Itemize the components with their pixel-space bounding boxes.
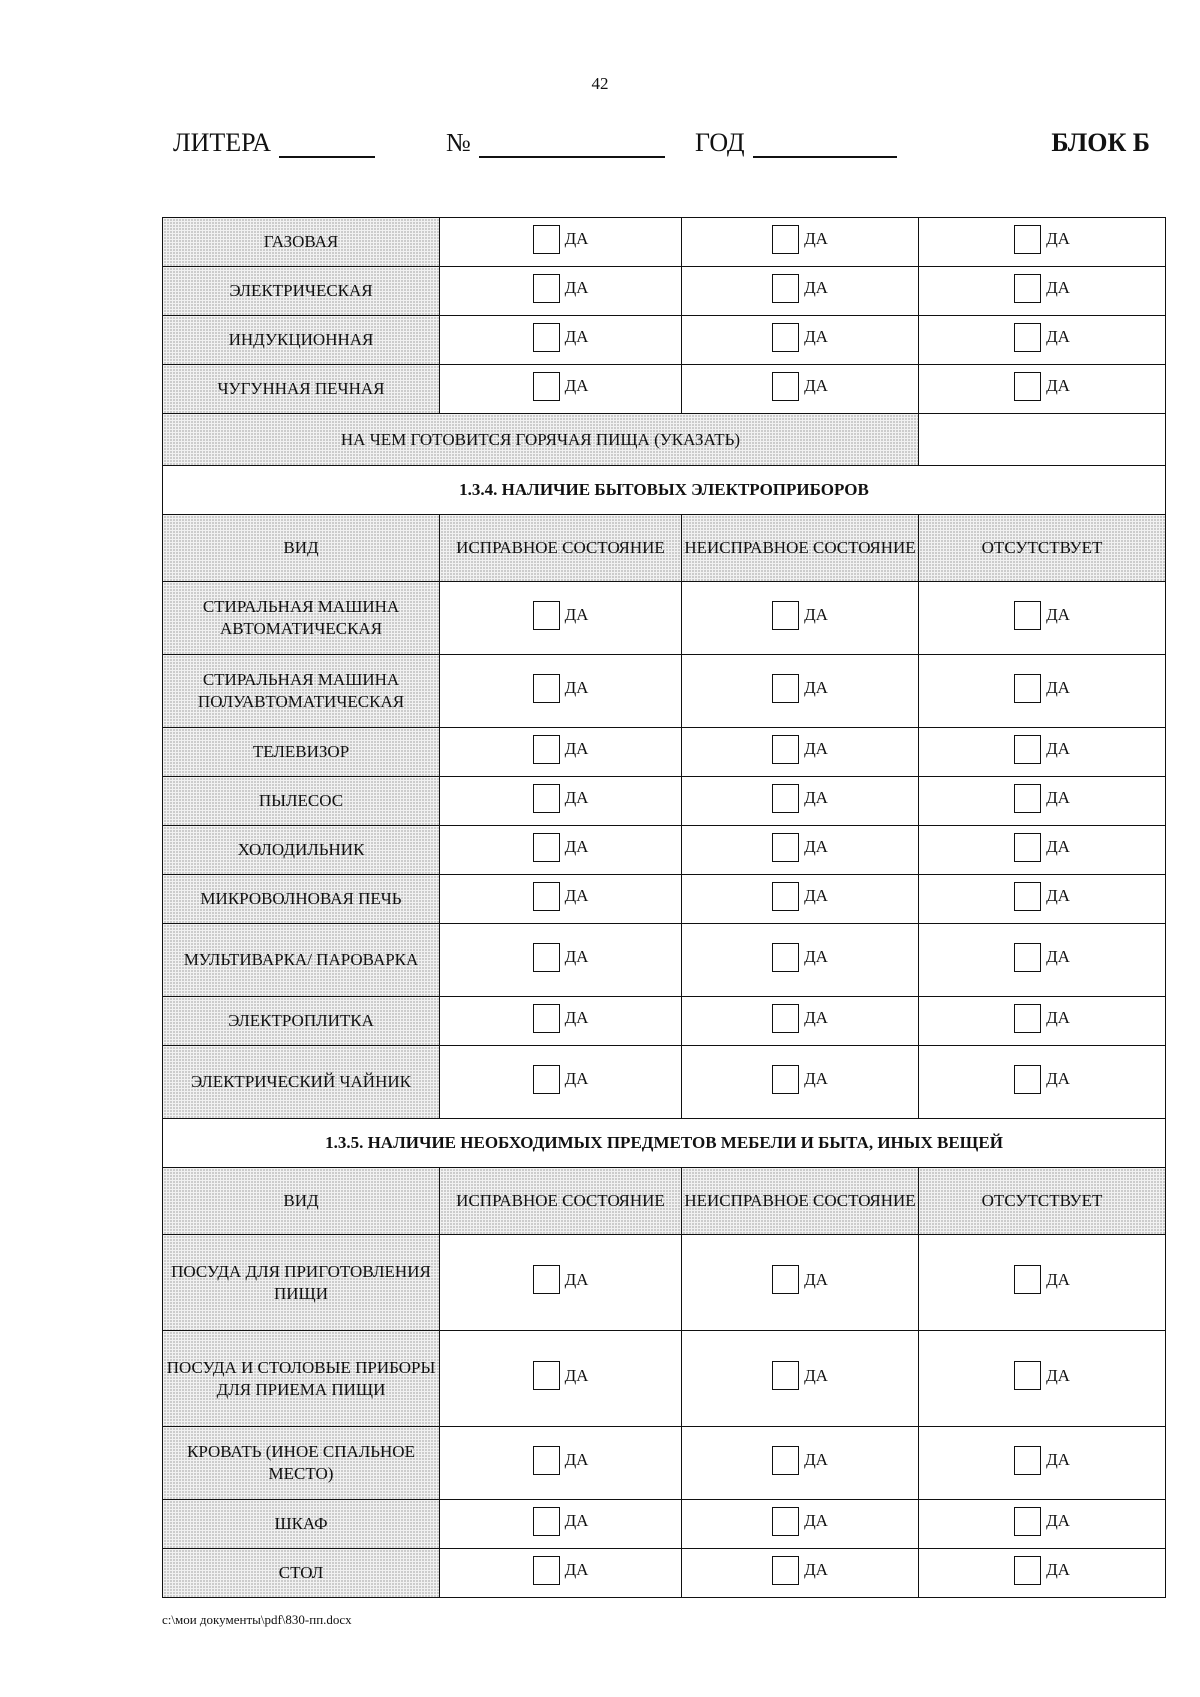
checkbox-label: ДА — [564, 886, 589, 905]
checkbox-icon[interactable] — [772, 225, 799, 254]
appliance-row-label: МИКРОВОЛНОВАЯ ПЕЧЬ — [163, 875, 440, 924]
checkbox-label: ДА — [804, 1269, 828, 1289]
block-label: БЛОК Б — [1051, 128, 1150, 157]
table-row — [163, 1046, 1166, 1119]
absent-checkbox-cell — [919, 875, 1166, 924]
stove-checkbox-col2[interactable] — [772, 225, 828, 254]
checkbox-icon[interactable] — [772, 1556, 799, 1585]
absent-checkbox-cell — [919, 1331, 1166, 1427]
checkbox-label: ДА — [1046, 1511, 1070, 1530]
broken-checkbox[interactable] — [772, 674, 828, 703]
checkbox-icon[interactable] — [1014, 601, 1041, 630]
checkbox-icon[interactable] — [533, 735, 560, 764]
stove-checkbox-col1[interactable] — [533, 225, 589, 254]
checkbox-icon[interactable] — [533, 943, 560, 972]
checkbox-label: ДА — [564, 947, 589, 966]
working-checkbox[interactable] — [533, 1446, 589, 1475]
checkbox-icon[interactable] — [533, 601, 560, 630]
checkbox-icon[interactable] — [1014, 274, 1041, 303]
broken-checkbox-cell — [682, 1235, 919, 1331]
stove-checkbox-col3[interactable] — [1014, 323, 1070, 352]
checkbox-label: ДА — [1046, 1560, 1070, 1579]
absent-checkbox-cell — [919, 1427, 1166, 1500]
litera-input-line[interactable] — [279, 130, 375, 158]
broken-checkbox[interactable] — [772, 1556, 828, 1585]
stove-checkbox-col2-cell — [682, 267, 919, 316]
broken-checkbox-cell — [682, 1331, 919, 1427]
absent-checkbox[interactable] — [1014, 601, 1070, 630]
checkbox-label: ДА — [804, 947, 828, 966]
checkbox-label: ДА — [1046, 1365, 1070, 1385]
checkbox-label: ДА — [564, 605, 589, 624]
column-header-absent: ОТСУТСТВУЕТ — [919, 515, 1166, 582]
working-checkbox-cell — [440, 1427, 682, 1500]
broken-checkbox[interactable] — [772, 1361, 828, 1390]
checkbox-icon[interactable] — [533, 784, 560, 813]
table-row — [163, 997, 1166, 1046]
checkbox-label: ДА — [804, 1511, 828, 1530]
checkbox-label: ДА — [804, 1365, 828, 1385]
working-checkbox-cell — [440, 777, 682, 826]
footer-file-path: c:\мои документы\pdf\830-пп.docx — [162, 1612, 352, 1627]
checkbox-icon[interactable] — [1014, 323, 1041, 352]
appliance-row-label: СТИРАЛЬНАЯ МАШИНА ПОЛУАВТОМАТИЧЕСКАЯ — [163, 655, 440, 728]
table-row — [163, 1500, 1166, 1549]
checkbox-icon[interactable] — [772, 1446, 799, 1475]
absent-checkbox-cell — [919, 1549, 1166, 1598]
checkbox-icon[interactable] — [772, 882, 799, 911]
working-checkbox[interactable] — [533, 1004, 589, 1033]
checkbox-icon[interactable] — [1014, 1004, 1041, 1033]
checkbox-icon[interactable] — [1014, 674, 1041, 703]
checkbox-label: ДА — [1046, 605, 1070, 624]
broken-checkbox-cell — [682, 728, 919, 777]
checkbox-label: ДА — [564, 739, 589, 758]
broken-checkbox-cell — [682, 777, 919, 826]
section-title-row — [163, 1119, 1166, 1168]
checkbox-icon[interactable] — [1014, 1065, 1041, 1094]
checkbox-icon[interactable] — [772, 1265, 799, 1294]
broken-checkbox[interactable] — [772, 882, 828, 911]
checkbox-label: ДА — [1046, 788, 1070, 807]
checkbox-icon[interactable] — [772, 1004, 799, 1033]
checkbox-icon[interactable] — [1014, 372, 1041, 401]
checkbox-icon[interactable] — [533, 1361, 560, 1390]
checkbox-label: ДА — [564, 788, 589, 807]
appliance-row-label: ЭЛЕКТРИЧЕСКИЙ ЧАЙНИК — [163, 1046, 440, 1119]
working-checkbox[interactable] — [533, 784, 589, 813]
appliance-row-label: МУЛЬТИВАРКА/ ПАРОВАРКА — [163, 924, 440, 997]
broken-checkbox[interactable] — [772, 601, 828, 630]
column-header-absent: ОТСУТСТВУЕТ — [919, 1168, 1166, 1235]
checkbox-label: ДА — [564, 229, 589, 248]
checkbox-label: ДА — [564, 1008, 589, 1027]
working-checkbox[interactable] — [533, 1265, 589, 1294]
checkbox-icon[interactable] — [1014, 833, 1041, 862]
table-row — [163, 582, 1166, 655]
furniture-row-label: КРОВАТЬ (ИНОЕ СПАЛЬНОЕ МЕСТО) — [163, 1427, 440, 1500]
absent-checkbox[interactable] — [1014, 674, 1070, 703]
table-row — [163, 316, 1166, 365]
hot-food-question: НА ЧЕМ ГОТОВИТСЯ ГОРЯЧАЯ ПИЩА (УКАЗАТЬ) — [163, 414, 919, 466]
form-header — [173, 128, 1150, 168]
table-row — [163, 1235, 1166, 1331]
stove-checkbox-col2-cell — [682, 316, 919, 365]
absent-checkbox-cell — [919, 1046, 1166, 1119]
absent-checkbox[interactable] — [1014, 1361, 1070, 1390]
absent-checkbox-cell — [919, 826, 1166, 875]
stove-checkbox-col3-cell — [919, 218, 1166, 267]
checkbox-icon[interactable] — [1014, 784, 1041, 813]
absent-checkbox[interactable] — [1014, 943, 1070, 972]
checkbox-label: ДА — [564, 1365, 589, 1385]
checkbox-icon[interactable] — [1014, 735, 1041, 764]
working-checkbox-cell — [440, 826, 682, 875]
broken-checkbox[interactable] — [772, 1265, 828, 1294]
stove-checkbox-col1[interactable] — [533, 323, 589, 352]
checkbox-label: ДА — [1046, 229, 1070, 248]
checkbox-icon[interactable] — [533, 833, 560, 862]
number-input-line[interactable] — [479, 130, 665, 158]
stove-checkbox-col2[interactable] — [772, 323, 828, 352]
absent-checkbox[interactable] — [1014, 1065, 1070, 1094]
broken-checkbox[interactable] — [772, 833, 828, 862]
checkbox-icon[interactable] — [533, 372, 560, 401]
working-checkbox-cell — [440, 997, 682, 1046]
broken-checkbox[interactable] — [772, 1507, 828, 1536]
broken-checkbox[interactable] — [772, 1004, 828, 1033]
working-checkbox[interactable] — [533, 833, 589, 862]
stove-checkbox-col2[interactable] — [772, 274, 828, 303]
working-checkbox[interactable] — [533, 1507, 589, 1536]
checkbox-label: ДА — [804, 278, 828, 297]
working-checkbox[interactable] — [533, 1361, 589, 1390]
checkbox-icon[interactable] — [772, 1507, 799, 1536]
checkbox-label: ДА — [804, 1069, 828, 1088]
stove-checkbox-col1-cell — [440, 218, 682, 267]
column-header-row — [163, 515, 1166, 582]
broken-checkbox[interactable] — [772, 943, 828, 972]
stove-checkbox-col3-cell — [919, 365, 1166, 414]
stove-checkbox-col3[interactable] — [1014, 225, 1070, 254]
table-row — [163, 1549, 1166, 1598]
checkbox-label: ДА — [1046, 1450, 1070, 1469]
checkbox-label: ДА — [564, 1560, 589, 1579]
stove-row-label: ИНДУКЦИОННАЯ — [163, 316, 440, 365]
table-row — [163, 218, 1166, 267]
absent-checkbox[interactable] — [1014, 1265, 1070, 1294]
checkbox-label: ДА — [564, 678, 589, 697]
working-checkbox-cell — [440, 1500, 682, 1549]
stove-checkbox-col1[interactable] — [533, 372, 589, 401]
checkbox-icon[interactable] — [772, 943, 799, 972]
appliance-row-label: ПЫЛЕСОС — [163, 777, 440, 826]
checkbox-label: ДА — [1046, 327, 1070, 346]
checkbox-icon[interactable] — [1014, 1507, 1041, 1536]
absent-checkbox[interactable] — [1014, 1004, 1070, 1033]
broken-checkbox[interactable] — [772, 784, 828, 813]
checkbox-icon[interactable] — [772, 674, 799, 703]
checkbox-label: ДА — [804, 327, 828, 346]
checkbox-icon[interactable] — [533, 882, 560, 911]
checkbox-label: ДА — [804, 1008, 828, 1027]
column-header-working: ИСПРАВНОЕ СОСТОЯНИЕ — [440, 515, 682, 582]
working-checkbox[interactable] — [533, 674, 589, 703]
year-input-line[interactable] — [753, 130, 897, 158]
checkbox-icon[interactable] — [533, 1507, 560, 1536]
broken-checkbox-cell — [682, 826, 919, 875]
checkbox-label: ДА — [1046, 739, 1070, 758]
section-title-furniture: 1.3.5. НАЛИЧИЕ НЕОБХОДИМЫХ ПРЕДМЕТОВ МЕБЕЛИ И БЫТА, ИНЫХ ВЕЩЕЙ — [163, 1119, 1166, 1168]
checkbox-label: ДА — [1046, 947, 1070, 966]
checkbox-icon[interactable] — [1014, 1361, 1041, 1390]
broken-checkbox[interactable] — [772, 1446, 828, 1475]
checkbox-label: ДА — [564, 278, 589, 297]
litera-label: ЛИТЕРА — [173, 128, 272, 157]
working-checkbox[interactable] — [533, 943, 589, 972]
absent-checkbox[interactable] — [1014, 1507, 1070, 1536]
checkbox-label: ДА — [804, 1560, 828, 1579]
stove-checkbox-col1-cell — [440, 267, 682, 316]
checkbox-icon[interactable] — [533, 1556, 560, 1585]
checkbox-label: ДА — [1046, 1269, 1070, 1289]
stove-checkbox-col2-cell — [682, 365, 919, 414]
table-row — [163, 655, 1166, 728]
checkbox-label: ДА — [1046, 278, 1070, 297]
checkbox-label: ДА — [804, 739, 828, 758]
checkbox-label: ДА — [1046, 678, 1070, 697]
furniture-row-label: ПОСУДА И СТОЛОВЫЕ ПРИБОРЫ ДЛЯ ПРИЕМА ПИЩИ — [163, 1331, 440, 1427]
table-row — [163, 777, 1166, 826]
checkbox-icon[interactable] — [1014, 225, 1041, 254]
stove-checkbox-col3-cell — [919, 267, 1166, 316]
checkbox-icon[interactable] — [533, 323, 560, 352]
working-checkbox-cell — [440, 655, 682, 728]
year-field — [695, 128, 897, 158]
stove-checkbox-col3[interactable] — [1014, 274, 1070, 303]
working-checkbox[interactable] — [533, 882, 589, 911]
column-header-row — [163, 1168, 1166, 1235]
absent-checkbox-cell — [919, 582, 1166, 655]
stove-checkbox-col2[interactable] — [772, 372, 828, 401]
checkbox-label: ДА — [564, 837, 589, 856]
column-header-type: ВИД — [163, 515, 440, 582]
table-row — [163, 728, 1166, 777]
stove-checkbox-col1[interactable] — [533, 274, 589, 303]
year-label: ГОД — [695, 128, 745, 157]
appliance-row-label: ЭЛЕКТРОПЛИТКА — [163, 997, 440, 1046]
checkbox-icon[interactable] — [772, 274, 799, 303]
checkbox-label: ДА — [564, 1450, 589, 1469]
checkbox-icon[interactable] — [1014, 1556, 1041, 1585]
working-checkbox-cell — [440, 728, 682, 777]
checkbox-icon[interactable] — [533, 225, 560, 254]
stove-checkbox-col3-cell — [919, 316, 1166, 365]
working-checkbox[interactable] — [533, 601, 589, 630]
broken-checkbox[interactable] — [772, 1065, 828, 1094]
broken-checkbox-cell — [682, 655, 919, 728]
working-checkbox-cell — [440, 1549, 682, 1598]
absent-checkbox[interactable] — [1014, 833, 1070, 862]
checkbox-icon[interactable] — [772, 1065, 799, 1094]
working-checkbox[interactable] — [533, 1065, 589, 1094]
number-field — [446, 128, 665, 158]
table-row — [163, 414, 1166, 466]
checkbox-label: ДА — [564, 1511, 589, 1530]
absent-checkbox[interactable] — [1014, 1556, 1070, 1585]
absent-checkbox[interactable] — [1014, 1446, 1070, 1475]
household-form-table — [162, 217, 1166, 1598]
working-checkbox-cell — [440, 582, 682, 655]
appliance-row-label: ТЕЛЕВИЗОР — [163, 728, 440, 777]
checkbox-icon[interactable] — [533, 1446, 560, 1475]
checkbox-icon[interactable] — [1014, 882, 1041, 911]
furniture-row-label: СТОЛ — [163, 1549, 440, 1598]
furniture-row-label: ШКАФ — [163, 1500, 440, 1549]
section-title-row — [163, 466, 1166, 515]
appliance-row-label: СТИРАЛЬНАЯ МАШИНА АВТОМАТИЧЕСКАЯ — [163, 582, 440, 655]
working-checkbox[interactable] — [533, 735, 589, 764]
checkbox-icon[interactable] — [772, 601, 799, 630]
checkbox-label: ДА — [804, 678, 828, 697]
working-checkbox-cell — [440, 875, 682, 924]
checkbox-icon[interactable] — [533, 1065, 560, 1094]
absent-checkbox-cell — [919, 924, 1166, 997]
absent-checkbox-cell — [919, 1500, 1166, 1549]
checkbox-icon[interactable] — [772, 323, 799, 352]
checkbox-icon[interactable] — [533, 1004, 560, 1033]
column-header-working: ИСПРАВНОЕ СОСТОЯНИЕ — [440, 1168, 682, 1235]
absent-checkbox-cell — [919, 777, 1166, 826]
absent-checkbox[interactable] — [1014, 882, 1070, 911]
hot-food-answer-cell[interactable] — [919, 414, 1166, 466]
checkbox-label: ДА — [804, 376, 828, 395]
absent-checkbox-cell — [919, 1235, 1166, 1331]
checkbox-label: ДА — [804, 837, 828, 856]
stove-checkbox-col1-cell — [440, 365, 682, 414]
broken-checkbox-cell — [682, 1500, 919, 1549]
table-row — [163, 875, 1166, 924]
checkbox-icon[interactable] — [772, 784, 799, 813]
absent-checkbox[interactable] — [1014, 784, 1070, 813]
stove-checkbox-col2-cell — [682, 218, 919, 267]
checkbox-icon[interactable] — [533, 1265, 560, 1294]
stove-checkbox-col1-cell — [440, 316, 682, 365]
broken-checkbox-cell — [682, 875, 919, 924]
furniture-row-label: ПОСУДА ДЛЯ ПРИГОТОВЛЕНИЯ ПИЩИ — [163, 1235, 440, 1331]
broken-checkbox[interactable] — [772, 735, 828, 764]
stove-checkbox-col3[interactable] — [1014, 372, 1070, 401]
checkbox-icon[interactable] — [1014, 1265, 1041, 1294]
checkbox-icon[interactable] — [772, 833, 799, 862]
broken-checkbox-cell — [682, 582, 919, 655]
column-header-type: ВИД — [163, 1168, 440, 1235]
checkbox-icon[interactable] — [1014, 1446, 1041, 1475]
table-row — [163, 924, 1166, 997]
checkbox-label: ДА — [804, 788, 828, 807]
working-checkbox[interactable] — [533, 1556, 589, 1585]
checkbox-label: ДА — [1046, 837, 1070, 856]
stove-row-label: ЧУГУННАЯ ПЕЧНАЯ — [163, 365, 440, 414]
appliance-row-label: ХОЛОДИЛЬНИК — [163, 826, 440, 875]
stove-row-label: ГАЗОВАЯ — [163, 218, 440, 267]
working-checkbox-cell — [440, 924, 682, 997]
checkbox-label: ДА — [1046, 886, 1070, 905]
working-checkbox-cell — [440, 1235, 682, 1331]
absent-checkbox-cell — [919, 728, 1166, 777]
stove-row-label: ЭЛЕКТРИЧЕСКАЯ — [163, 267, 440, 316]
checkbox-label: ДА — [564, 327, 589, 346]
table-row — [163, 1427, 1166, 1500]
checkbox-label: ДА — [804, 886, 828, 905]
absent-checkbox[interactable] — [1014, 735, 1070, 764]
checkbox-label: ДА — [1046, 376, 1070, 395]
working-checkbox-cell — [440, 1046, 682, 1119]
checkbox-label: ДА — [564, 376, 589, 395]
broken-checkbox-cell — [682, 1427, 919, 1500]
table-row — [163, 1331, 1166, 1427]
checkbox-label: ДА — [564, 1069, 589, 1088]
checkbox-icon[interactable] — [772, 372, 799, 401]
checkbox-icon[interactable] — [533, 274, 560, 303]
broken-checkbox-cell — [682, 997, 919, 1046]
column-header-broken: НЕИСПРАВНОЕ СОСТОЯНИЕ — [682, 1168, 919, 1235]
checkbox-icon[interactable] — [772, 1361, 799, 1390]
checkbox-label: ДА — [1046, 1008, 1070, 1027]
section-title-appliances: 1.3.4. НАЛИЧИЕ БЫТОВЫХ ЭЛЕКТРОПРИБОРОВ — [163, 466, 1166, 515]
checkbox-label: ДА — [1046, 1069, 1070, 1088]
column-header-broken: НЕИСПРАВНОЕ СОСТОЯНИЕ — [682, 515, 919, 582]
checkbox-icon[interactable] — [1014, 943, 1041, 972]
number-label: № — [446, 128, 471, 157]
checkbox-icon[interactable] — [533, 674, 560, 703]
page-number: 42 — [591, 74, 609, 93]
broken-checkbox-cell — [682, 1046, 919, 1119]
absent-checkbox-cell — [919, 997, 1166, 1046]
table-row — [163, 826, 1166, 875]
checkbox-icon[interactable] — [772, 735, 799, 764]
table-row — [163, 267, 1166, 316]
checkbox-label: ДА — [804, 1450, 828, 1469]
checkbox-label: ДА — [564, 1269, 589, 1289]
litera-field — [173, 128, 375, 158]
checkbox-label: ДА — [804, 605, 828, 624]
checkbox-label: ДА — [804, 229, 828, 248]
absent-checkbox-cell — [919, 655, 1166, 728]
table-row — [163, 365, 1166, 414]
working-checkbox-cell — [440, 1331, 682, 1427]
broken-checkbox-cell — [682, 924, 919, 997]
broken-checkbox-cell — [682, 1549, 919, 1598]
